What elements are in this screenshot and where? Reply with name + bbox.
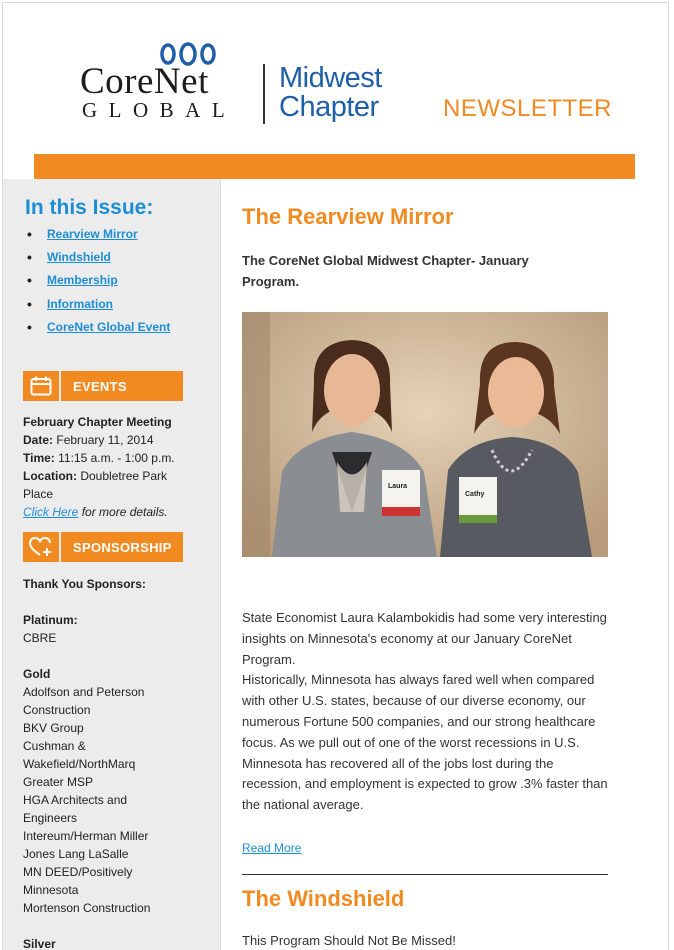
toc-link-windshield[interactable]: Windshield: [47, 249, 111, 264]
sponsor-item: BKV Group: [23, 721, 84, 735]
section-title-rearview-mirror: The Rearview Mirror: [242, 204, 454, 229]
bullet-icon: •: [27, 318, 32, 335]
event-photo: [242, 312, 608, 557]
sponsor-item: Greater MSP: [23, 775, 94, 789]
toc-link-information[interactable]: Information: [47, 296, 113, 311]
header-orange-bar: [34, 154, 635, 179]
sponsor-item: MN DEED/Positively: [23, 865, 133, 879]
platinum-label: Platinum:: [23, 613, 78, 627]
chapter-name: [279, 64, 382, 122]
toc-item: [27, 222, 170, 245]
platinum-sponsors: [23, 611, 213, 647]
badge-laura: Laura: [388, 483, 408, 490]
article-paragraph-2: Historically, Minnesota has always fared well when compared with other U.S. states, because of our diverse economy, our numerous Fortune 500 companies, and our strong healthcare focus. As we pull out of one of the worst recessions in U.S. Minnesota has recovered all of the jobs lost during the recession, and employment is expected to grow .3% faster than the national average.: [242, 672, 608, 813]
time-value: 11:15 a.m. - 1:00 p.m.: [58, 451, 175, 465]
section-subtitle: The CoreNet Global Midwest Chapter- January Program.: [242, 253, 529, 289]
corenet-logo: [80, 42, 380, 132]
calendar-icon: [30, 376, 52, 396]
sponsor-item: Adolfson and Peterson: [23, 685, 145, 699]
toc-title: In this Issue:: [25, 196, 154, 219]
bullet-icon: •: [27, 272, 32, 289]
newsletter-label: NEWSLETTER: [443, 95, 613, 122]
events-heading: EVENTS: [73, 378, 127, 394]
toc-link-membership[interactable]: Membership: [47, 273, 118, 288]
section-divider: [242, 874, 608, 875]
date-label: Date:: [23, 433, 54, 447]
bullet-icon: •: [27, 295, 32, 312]
sponsorship-header: [23, 532, 183, 562]
gold-label: Gold: [23, 667, 51, 681]
date-value: February 11, 2014: [56, 433, 154, 447]
sponsors-thanks: [23, 575, 213, 593]
time-label: Time:: [23, 451, 55, 465]
toc-list: [27, 222, 170, 338]
article-paragraph-1: State Economist Laura Kalambokidis had some very interesting insights on Minnesota's economy at our January CoreNet Program.: [242, 610, 607, 667]
sponsor-item: Mortenson Construction: [23, 901, 151, 915]
location-value-cont: Place: [23, 487, 54, 501]
toc-link-corenet-global-event[interactable]: CoreNet Global Event: [47, 319, 171, 334]
events-icon-box: [23, 371, 61, 401]
sponsor-item: Minnesota: [23, 883, 79, 897]
sponsor-item: CBRE: [23, 631, 57, 645]
sponsor-item: Construction: [23, 703, 91, 717]
gold-sponsors: [23, 665, 213, 917]
location-label: Location:: [23, 469, 77, 483]
sponsor-item: Wakefield/NorthMarq: [23, 757, 136, 771]
sponsorship-heading: SPONSORSHIP: [73, 539, 172, 555]
meeting-title: February Chapter Meeting: [23, 415, 172, 429]
silver-sponsors: [23, 935, 213, 950]
location-value: Doubletree Park: [80, 469, 168, 483]
logo-global-text: GLOBAL: [82, 98, 237, 122]
sponsor-item: HGA Architects and: [23, 793, 128, 807]
chapter-line-1: Midwest: [279, 62, 382, 94]
chapter-line-2: Chapter: [279, 91, 379, 123]
sponsor-item: Cushman &: [23, 739, 86, 753]
badge-cathy: Cathy: [465, 491, 485, 498]
toc-link-rearview-mirror[interactable]: Rearview Mirror: [47, 226, 138, 241]
logo-divider: [263, 64, 265, 124]
sponsor-item: Engineers: [23, 811, 78, 825]
section-title-windshield: The Windshield: [242, 886, 405, 911]
windshield-first-line: This Program Should Not Be Missed!: [242, 933, 456, 948]
toc-item: [27, 292, 170, 315]
toc-item: [27, 315, 170, 338]
bullet-icon: •: [27, 248, 32, 265]
heart-plus-icon: [29, 537, 53, 557]
event-details-suffix: for more details.: [81, 505, 168, 519]
silver-label: Silver: [23, 937, 56, 950]
sponsorship-icon-box: [23, 532, 61, 562]
toc-item: [27, 245, 170, 268]
sponsor-item: Jones Lang LaSalle: [23, 847, 129, 861]
toc-item: [27, 269, 170, 292]
speakers-photo-illustration: [242, 312, 608, 557]
event-details-link[interactable]: Click Here: [23, 505, 79, 519]
logo-corenet-text: CoreNet: [80, 61, 209, 102]
read-more-link[interactable]: Read More: [242, 841, 302, 855]
events-header: [23, 371, 183, 401]
bullet-icon: •: [27, 225, 32, 242]
sponsors-thanks-text: Thank You Sponsors:: [23, 577, 146, 591]
sponsor-item: Intereum/Herman Miller: [23, 829, 149, 843]
events-details: [23, 413, 213, 521]
article-body: [242, 608, 612, 816]
